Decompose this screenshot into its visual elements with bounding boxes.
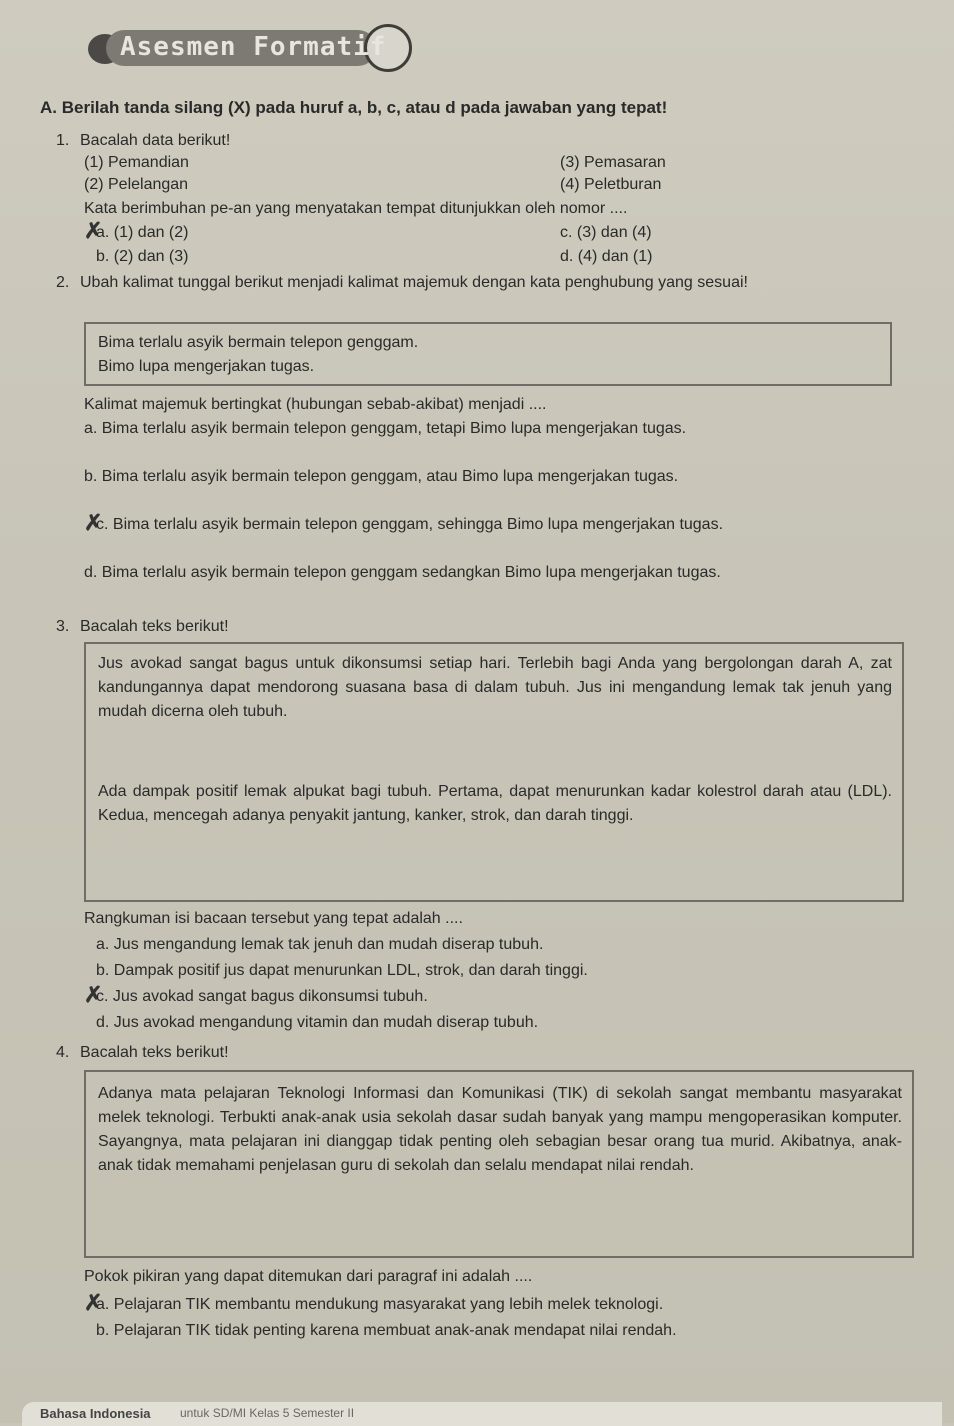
- q1-option-b[interactable]: b. (2) dan (3): [96, 248, 189, 265]
- q3-option-a[interactable]: a. Jus mengandung lemak tak jenuh dan mudah diserap tubuh.: [96, 936, 544, 953]
- answer-cross-icon: ✗: [84, 982, 103, 1007]
- answer-cross-icon: ✗: [84, 218, 103, 243]
- q3-option-c[interactable]: c. Jus avokad sangat bagus dikonsumsi tubuh.: [96, 988, 428, 1005]
- q2-box-line-2: Bimo lupa mengerjakan tugas.: [98, 358, 315, 375]
- instruction-text: A. Berilah tanda silang (X) pada huruf a, b, c, atau d pada jawaban yang tepat!: [40, 98, 668, 117]
- footer-book-title: Bahasa Indonesia: [40, 1406, 151, 1421]
- q1-option-d[interactable]: d. (4) dan (1): [560, 248, 653, 265]
- q1-item-3: (3) Pemasaran: [560, 154, 666, 171]
- page-footer: [0, 1396, 954, 1423]
- q4-reading-box: [84, 1070, 914, 1258]
- q4-paragraph-1: Adanya mata pelajaran Teknologi Informasi dan Komunikasi (TIK) di sekolah sangat membantu masyarakat melek teknologi. Terbukti anak-anak usia sekolah dasar sudah banyak yang mampu mengoperasikan komputer. Sayangnya, mata pelajaran ini dianggap tidak penting oleh sebagian besar orang tua murid. Akibatnya, anak-anak tidak memahami penjelasan guru di sekolah dan selalu mendapat nilai rendah.: [98, 1085, 902, 1174]
- q1-option-a[interactable]: a. (1) dan (2): [96, 224, 189, 241]
- q2-question: Kalimat majemuk bertingkat (hubungan sebab-akibat) menjadi ....: [84, 396, 547, 413]
- q2-prompt: Ubah kalimat tunggal berikut menjadi kalimat majemuk dengan kata penghubung yang sesuai!: [80, 274, 748, 291]
- q1-item-1: (1) Pemandian: [84, 154, 189, 171]
- q1-prompt: Bacalah data berikut!: [80, 132, 231, 149]
- q4-prompt: Bacalah teks berikut!: [80, 1044, 229, 1061]
- answer-cross-icon: ✗: [84, 510, 103, 535]
- q3-prompt: Bacalah teks berikut!: [80, 618, 229, 635]
- q1-item-4: (4) Peletburan: [560, 176, 662, 193]
- q4-option-b[interactable]: b. Pelajaran TIK tidak penting karena membuat anak-anak mendapat nilai rendah.: [96, 1322, 677, 1339]
- q2-option-d[interactable]: d. Bima terlalu asyik bermain telepon genggam sedangkan Bimo lupa mengerjakan tugas.: [84, 564, 721, 581]
- q2-option-a[interactable]: a. Bima terlalu asyik bermain telepon genggam, tetapi Bimo lupa mengerjakan tugas.: [84, 420, 687, 437]
- q3-paragraph-1: Jus avokad sangat bagus untuk dikonsumsi setiap hari. Terlebih bagi Anda yang bergolongan darah A, zat kandungannya dapat mendorong suasana basa di dalam tubuh. Jus ini mengandung lemak tak jenuh yang mudah dicerna oleh tubuh.: [98, 655, 892, 720]
- q1-number: 1.: [56, 132, 70, 149]
- page-title: Asesmen Formatif: [120, 32, 387, 62]
- footer-book-subtitle: untuk SD/MI Kelas 5 Semester II: [180, 1406, 355, 1420]
- q1-question: Kata berimbuhan pe-an yang menyatakan tempat ditunjukkan oleh nomor ....: [84, 200, 628, 217]
- q3-reading-box: [84, 642, 904, 902]
- q4-option-a[interactable]: a. Pelajaran TIK membantu mendukung masyarakat yang lebih melek teknologi.: [96, 1296, 664, 1313]
- q3-paragraph-2: Ada dampak positif lemak alpukat bagi tubuh. Pertama, dapat menurunkan kadar kolestrol darah atau (LDL). Kedua, mencegah adanya penyakit jantung, kanker, strok, dan darah tinggi.: [98, 783, 892, 824]
- q4-number: 4.: [56, 1044, 70, 1061]
- answer-cross-icon: ✗: [84, 1290, 103, 1315]
- q4-question: Pokok pikiran yang dapat ditemukan dari paragraf ini adalah ....: [84, 1268, 533, 1285]
- footer-bar: [22, 1402, 942, 1426]
- q3-number: 3.: [56, 618, 70, 635]
- q2-box-line-1: Bima terlalu asyik bermain telepon genggam.: [98, 334, 419, 351]
- q2-option-c[interactable]: c. Bima terlalu asyik bermain telepon genggam, sehingga Bimo lupa mengerjakan tugas.: [96, 516, 724, 533]
- q2-sentence-box: [84, 322, 892, 386]
- q2-option-b[interactable]: b. Bima terlalu asyik bermain telepon genggam, atau Bimo lupa mengerjakan tugas.: [84, 468, 679, 485]
- q1-item-2: (2) Pelelangan: [84, 176, 189, 193]
- q2-number: 2.: [56, 274, 70, 291]
- q3-option-d[interactable]: d. Jus avokad mengandung vitamin dan mudah diserap tubuh.: [96, 1014, 539, 1031]
- section-header: [48, 22, 398, 74]
- q3-option-b[interactable]: b. Dampak positif jus dapat menurunkan LDL, strok, dan darah tinggi.: [96, 962, 588, 979]
- q1-option-c[interactable]: c. (3) dan (4): [560, 224, 652, 241]
- q3-question: Rangkuman isi bacaan tersebut yang tepat adalah ....: [84, 910, 463, 927]
